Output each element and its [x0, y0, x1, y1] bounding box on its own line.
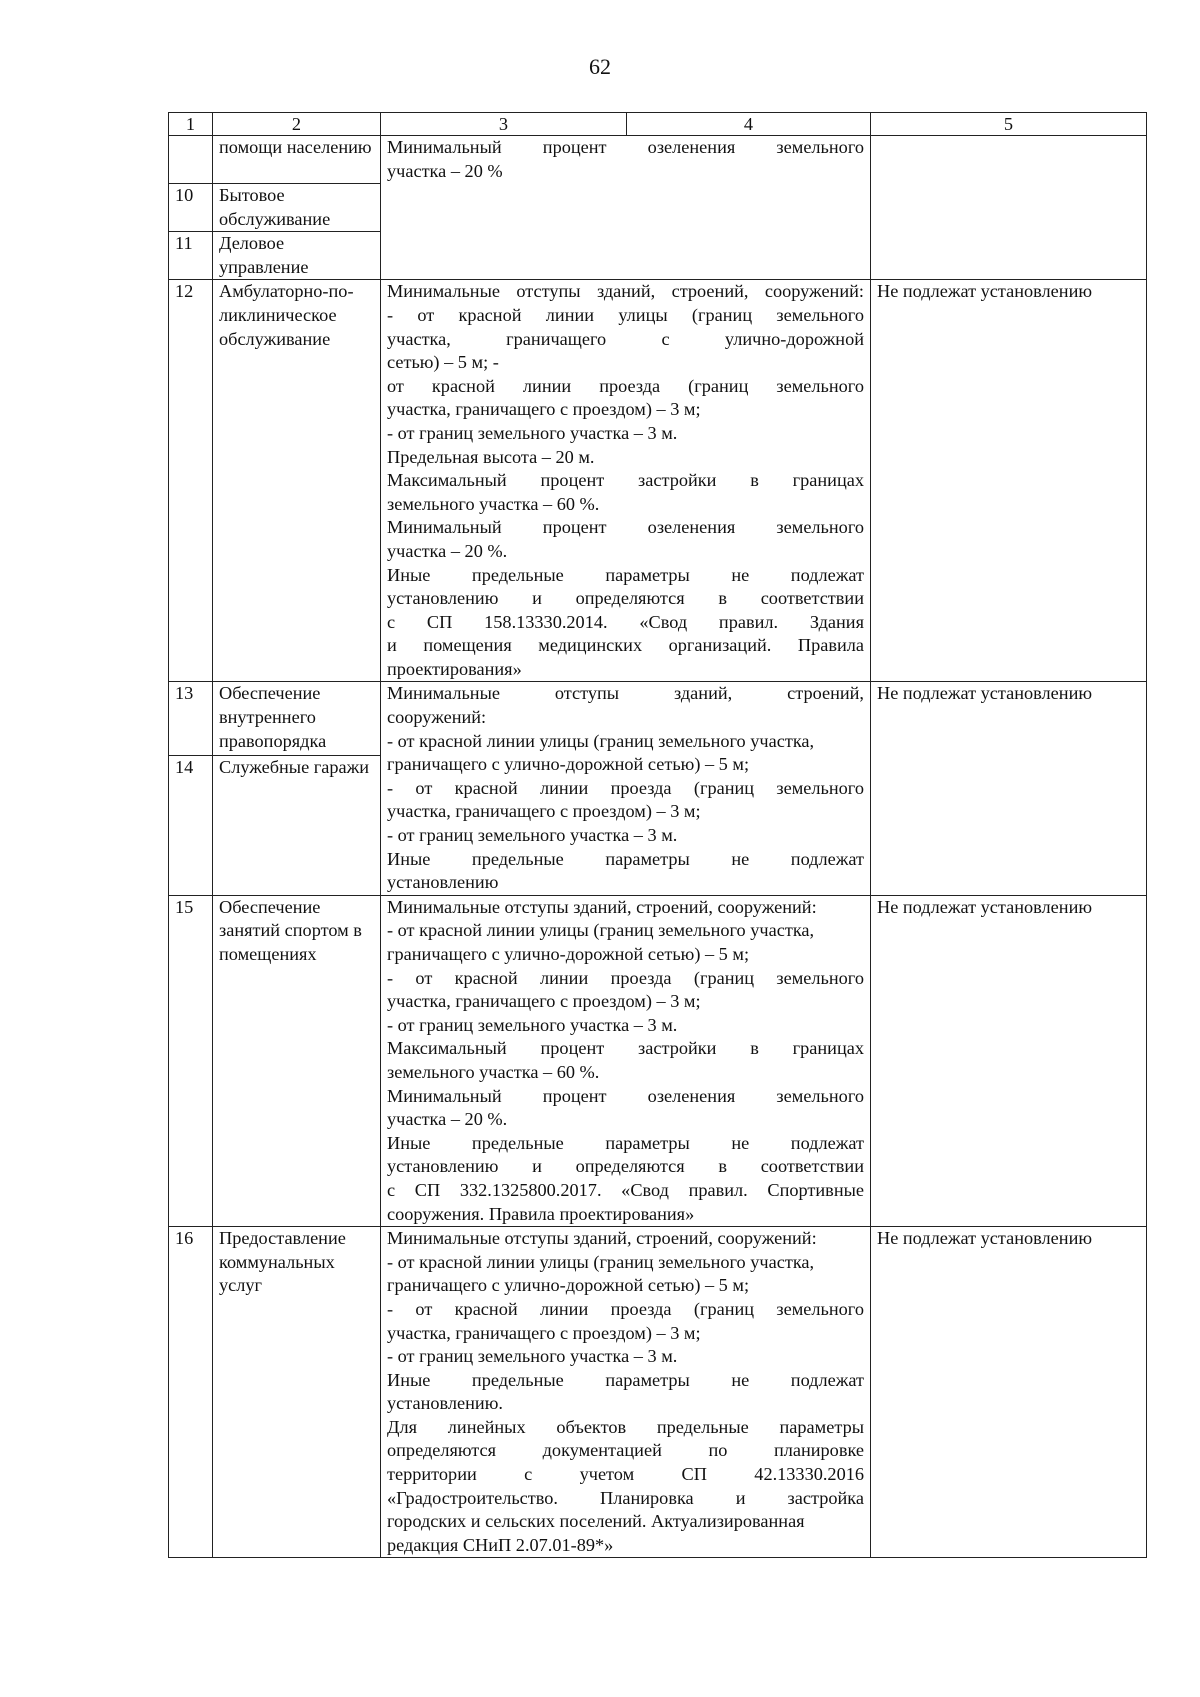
use-name — [213, 895, 381, 1226]
param-line: Максимальный процент застройки в границах — [387, 470, 864, 491]
param-line: участка, граничащего с проездом) – 3 м; — [387, 991, 701, 1012]
param-line: сетью) – 5 м; - — [387, 352, 499, 373]
param-line: участка, граничащего с проездом) – 3 м; — [387, 399, 701, 420]
param-line: - от красной линии улицы (границ земельного участка, — [387, 730, 815, 751]
use-name-line: Бытовое — [219, 185, 285, 205]
param-line: Иные предельные параметры не подлежат — [387, 1132, 864, 1153]
table-row — [169, 895, 1147, 1226]
param-line: Минимальные отступы зданий, строений, — [387, 683, 864, 704]
restrictions-cell: Не подлежат установлению — [871, 1227, 1147, 1558]
param-line: - от границ земельного участка – 3 м. — [387, 1346, 678, 1367]
use-name — [213, 280, 381, 682]
row-number: 11 — [169, 232, 213, 280]
param-line: с СП 332.1325800.2017. «Свод правил. Спортивные — [387, 1179, 864, 1200]
param-line: Минимальный процент озеленения земельного — [387, 1085, 864, 1106]
param-line: - от границ земельного участка – 3 м. — [387, 825, 678, 846]
param-line: установлению и определяются в соответствии — [387, 588, 864, 609]
table-row — [169, 1227, 1147, 1558]
param-line: Минимальный процент озеленения земельного — [387, 517, 864, 538]
use-name-line: Обеспечение — [219, 683, 321, 704]
use-name-line: внутреннего — [219, 707, 316, 728]
restrictions-cell — [871, 136, 1147, 280]
param-line: Предельная высота – 20 м. — [387, 446, 595, 467]
use-name-line: правопорядка — [219, 730, 327, 751]
restrictions-cell: Не подлежат установлению — [871, 895, 1147, 1226]
use-name-line: в помещениях — [219, 920, 362, 964]
param-line: с СП 158.13330.2014. «Свод правил. Здания — [387, 611, 864, 632]
param-line: - от красной линии проезда (границ земельного — [387, 777, 864, 798]
param-line: территории с учетом СП 42.13330.2016 — [387, 1464, 864, 1485]
param-line: Минимальные отступы зданий, строений, сооружений: — [387, 281, 864, 302]
use-name-line: управление — [219, 256, 309, 277]
param-line: участка – 20 %. — [387, 1109, 508, 1130]
row-number: 13 — [169, 682, 213, 756]
use-name-line: услуг — [219, 1275, 263, 1296]
param-line: участка – 20 % — [387, 160, 503, 181]
param-line: установлению — [387, 872, 499, 893]
row-number — [169, 136, 213, 184]
param-line: земельного участка – 60 %. — [387, 493, 600, 514]
param-line: городских и сельских поселений. Актуализированная — [387, 1511, 805, 1532]
parameters-cell — [381, 895, 871, 1226]
param-line: сооружения. Правила проектирования» — [387, 1203, 695, 1224]
param-line: проектирования» — [387, 658, 522, 679]
row-number: 15 — [169, 895, 213, 1226]
param-line: участка, граничащего с улично-дорожной — [387, 328, 864, 349]
parameters-cell — [381, 1227, 871, 1558]
table-row — [169, 682, 1147, 756]
param-line: Максимальный процент застройки в границах — [387, 1038, 864, 1059]
use-name — [213, 184, 381, 232]
param-line: определяются документацией по планировке — [387, 1440, 864, 1461]
restrictions-cell: Не подлежат установлению — [871, 682, 1147, 895]
param-line: и помещения медицинских организаций. Правила — [387, 635, 864, 656]
table-row — [169, 136, 1147, 184]
header-cell: 1 — [169, 113, 213, 136]
param-line: сооружений: — [387, 707, 487, 728]
param-line: Иные предельные параметры не подлежат — [387, 848, 864, 869]
param-line: Минимальный процент озеленения земельного — [387, 137, 864, 157]
param-line: - от красной линии проезда (границ земельного — [387, 967, 864, 988]
param-line: - от красной линии улицы (границ земельного участка, — [387, 1251, 815, 1272]
restrictions-cell: Не подлежат установлению — [871, 280, 1147, 682]
use-name-line: коммунальных — [219, 1251, 335, 1272]
use-name — [213, 232, 381, 280]
row-number: 10 — [169, 184, 213, 232]
header-cell: 4 — [627, 113, 871, 136]
param-line: граничащего с улично-дорожной сетью) – 5 м; — [387, 944, 750, 964]
param-line: участка, граничащего с проездом) – 3 м; — [387, 1322, 701, 1343]
row-number: 12 — [169, 280, 213, 682]
param-line: Иные предельные параметры не подлежат — [387, 564, 864, 585]
param-line: «Градостроительство. Планировка и застройка — [387, 1487, 864, 1508]
use-name-line: Амбулаторно-по- — [219, 281, 354, 302]
regulations-table — [168, 112, 1147, 1558]
header-cell: 3 — [381, 113, 627, 136]
param-line: Минимальные отступы зданий, строений, сооружений: — [387, 896, 817, 917]
param-line: граничащего с улично-дорожной сетью) – 5 м; — [387, 754, 750, 775]
use-name-line: Деловое — [219, 233, 285, 254]
table-header-row — [169, 113, 1147, 136]
param-line: Иные предельные параметры не подлежат — [387, 1369, 864, 1390]
use-name-line: обслуживание — [219, 328, 331, 349]
use-name — [213, 682, 381, 756]
use-name-line: гаражи — [313, 757, 370, 778]
table-row — [169, 280, 1147, 682]
page-number: 62 — [589, 54, 611, 79]
use-name-line: обслуживание — [219, 208, 331, 229]
row-number: 14 — [169, 756, 213, 895]
use-name — [213, 136, 381, 184]
use-name-line: Служебные — [219, 757, 310, 778]
param-line: установлению. — [387, 1393, 503, 1414]
row-number: 16 — [169, 1227, 213, 1558]
use-name-line: ликлиническое — [219, 304, 337, 325]
parameters-cell — [381, 136, 871, 280]
use-name-line: помощи — [219, 137, 283, 157]
param-line: от красной линии проезда (границ земельного — [387, 375, 864, 396]
parameters-cell — [381, 280, 871, 682]
param-line: граничащего с улично-дорожной сетью) – 5 м; — [387, 1275, 750, 1296]
use-name-line: населению — [286, 137, 372, 157]
param-line: - от красной линии улицы (границ земельного участка, — [387, 920, 815, 941]
parameters-cell — [381, 682, 871, 895]
param-line: редакция СНиП 2.07.01-89*» — [387, 1534, 614, 1555]
header-cell: 2 — [213, 113, 381, 136]
param-line: - от границ земельного участка – 3 м. — [387, 1014, 678, 1035]
param-line: Для линейных объектов предельные параметры — [387, 1416, 864, 1437]
use-name-line: Предоставление — [219, 1228, 346, 1249]
param-line: - от красной линии улицы (границ земельного — [387, 304, 864, 325]
param-line: - от красной линии проезда (границ земельного — [387, 1298, 864, 1319]
use-name — [213, 756, 381, 895]
use-name — [213, 1227, 381, 1558]
param-line: земельного участка – 60 %. — [387, 1061, 600, 1082]
param-line: Минимальные отступы зданий, строений, сооружений: — [387, 1228, 817, 1249]
use-name-line: занятий спортом — [219, 920, 349, 941]
use-name-line: Обеспечение — [219, 896, 321, 917]
param-line: участка, граничащего с проездом) – 3 м; — [387, 801, 701, 822]
param-line: установлению и определяются в соответствии — [387, 1156, 864, 1177]
param-line: участка – 20 %. — [387, 540, 508, 561]
param-line: - от границ земельного участка – 3 м. — [387, 422, 678, 443]
header-cell: 5 — [871, 113, 1147, 136]
